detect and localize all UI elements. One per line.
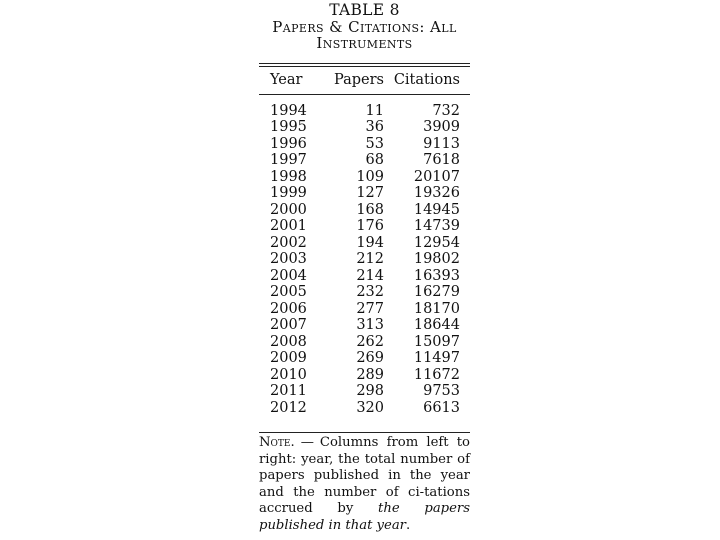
table-row <box>259 367 470 384</box>
table-row <box>259 235 470 252</box>
table-number: TABLE 8 <box>329 1 400 19</box>
citations-cell: 20107 <box>413 168 460 185</box>
citations-cell: 6613 <box>423 399 460 416</box>
citations-cell: 3909 <box>423 119 460 135</box>
year-cell: 1996 <box>270 135 307 152</box>
year-cell: 2001 <box>270 218 307 234</box>
note-italic-text: the papers published in that year <box>259 501 470 533</box>
table-row <box>259 317 470 334</box>
table-note <box>259 432 470 534</box>
citations-cell: 11497 <box>413 350 460 366</box>
year-cell: 2009 <box>270 350 307 366</box>
table-title-line-2: Instruments <box>316 34 413 52</box>
table-row <box>259 268 470 285</box>
table-row <box>259 284 470 301</box>
papers-cell: 11 <box>365 102 384 119</box>
papers-cell: 214 <box>356 267 384 284</box>
citations-cell: 11672 <box>413 366 460 383</box>
year-cell: 2008 <box>270 333 307 350</box>
papers-citations-table <box>259 67 470 417</box>
table-row <box>259 334 470 351</box>
papers-cell: 212 <box>356 251 384 267</box>
papers-cell: 269 <box>356 350 384 366</box>
year-cell: 2000 <box>270 201 307 218</box>
table-row <box>259 218 470 235</box>
citations-cell: 14945 <box>413 201 460 218</box>
citations-cell: 16279 <box>413 284 460 300</box>
citations-cell: 15097 <box>413 333 460 350</box>
papers-cell: 109 <box>356 168 384 185</box>
year-cell: 2003 <box>270 251 307 267</box>
year-cell: 2002 <box>270 234 307 251</box>
citations-cell: 18644 <box>413 317 460 333</box>
year-cell: 1997 <box>270 152 307 168</box>
citations-cell: 9753 <box>423 383 460 399</box>
papers-cell: 262 <box>356 333 384 350</box>
papers-cell: 277 <box>356 300 384 317</box>
papers-cell: 127 <box>356 185 384 201</box>
table-row <box>259 400 470 417</box>
citations-cell: 9113 <box>423 135 460 152</box>
note-text: Columns from left to right: year, the total number of papers published in the year and the number of ci-tations accrued by <box>259 435 470 516</box>
papers-cell: 68 <box>365 152 384 168</box>
year-cell: 2006 <box>270 300 307 317</box>
table-row <box>259 152 470 169</box>
year-cell: 1994 <box>270 102 307 119</box>
citations-cell: 14739 <box>413 218 460 234</box>
table-row <box>259 383 470 400</box>
citations-cell: 7618 <box>423 152 460 168</box>
table-row <box>259 301 470 318</box>
papers-cell: 168 <box>356 201 384 218</box>
citations-cell: 12954 <box>413 234 460 251</box>
papers-cell: 298 <box>356 383 384 399</box>
column-header-papers: Papers <box>334 72 384 88</box>
table-row <box>259 103 470 120</box>
papers-cell: 36 <box>365 119 384 135</box>
header-rule <box>259 94 470 103</box>
table-row <box>259 202 470 219</box>
year-cell: 2004 <box>270 267 307 284</box>
header-row <box>259 67 470 95</box>
table-caption <box>259 2 470 52</box>
year-cell: 1995 <box>270 119 307 135</box>
note-dash: — <box>300 435 314 450</box>
papers-cell: 194 <box>356 234 384 251</box>
year-cell: 2011 <box>270 383 307 399</box>
papers-cell: 313 <box>356 317 384 333</box>
papers-cell: 232 <box>356 284 384 300</box>
papers-cell: 320 <box>356 399 384 416</box>
note-end: . <box>405 517 411 533</box>
table-row <box>259 136 470 153</box>
header-separator <box>259 94 470 103</box>
year-cell: 2005 <box>270 284 307 300</box>
citations-cell: 18170 <box>413 300 460 317</box>
column-header-year: Year <box>270 72 303 88</box>
table-8 <box>259 2 470 534</box>
table-title-line-1: Papers & Citations: All <box>272 17 457 36</box>
citations-cell: 19326 <box>413 185 460 201</box>
citations-cell: 16393 <box>413 267 460 284</box>
citations-cell: 732 <box>432 102 460 119</box>
year-cell: 1998 <box>270 168 307 185</box>
year-cell: 1999 <box>270 185 307 201</box>
table-body <box>259 94 470 416</box>
citations-cell: 19802 <box>413 251 460 267</box>
year-cell: 2007 <box>270 317 307 333</box>
year-cell: 2012 <box>270 399 307 416</box>
note-label: Note. <box>259 435 295 450</box>
table-row <box>259 350 470 367</box>
column-header-citations: Citations <box>393 72 460 88</box>
year-cell: 2010 <box>270 366 307 383</box>
table-row <box>259 185 470 202</box>
table-row <box>259 169 470 186</box>
papers-cell: 176 <box>356 218 384 234</box>
papers-cell: 53 <box>365 135 384 152</box>
table-row <box>259 251 470 268</box>
table-row <box>259 119 470 136</box>
papers-cell: 289 <box>356 366 384 383</box>
